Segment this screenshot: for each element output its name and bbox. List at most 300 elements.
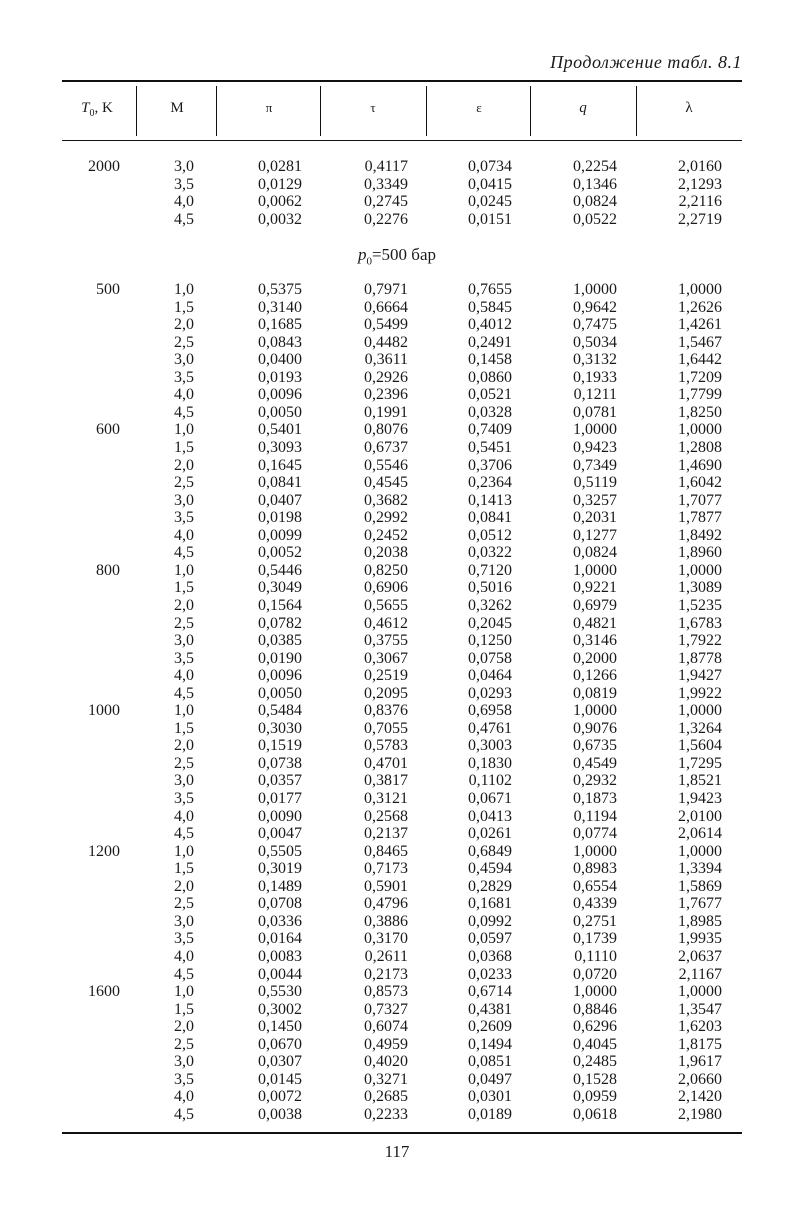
cell-m: 1,0	[174, 842, 194, 860]
cell-pi: 0,0281	[258, 158, 302, 175]
cell-lambda: 1,0000	[678, 561, 722, 579]
cell-tau: 0,2685	[364, 1088, 408, 1106]
cell-q: 0,4549	[573, 754, 617, 772]
cell-q: 0,3146	[573, 632, 617, 649]
cell-lambda: 1,9423	[678, 790, 722, 807]
cell-m: 4,0	[174, 386, 194, 404]
cell-pi: 0,0198	[258, 509, 302, 527]
cell-m: 4,0	[174, 526, 194, 544]
cell-eps: 0,2829	[468, 877, 512, 895]
cell-t0: 600	[96, 421, 120, 439]
cell-q: 0,4821	[573, 614, 617, 632]
cell-lambda: 1,5604	[678, 737, 722, 755]
cell-pi: 0,0708	[258, 895, 302, 913]
cell-tau: 0,5901	[364, 877, 408, 895]
cell-eps: 0,6849	[468, 842, 512, 860]
cell-q: 0,2254	[573, 158, 617, 175]
cell-m: 4,0	[174, 807, 194, 825]
cell-m: 1,0	[174, 421, 194, 439]
cell-m: 4,5	[174, 403, 194, 421]
cell-q: 0,2932	[573, 772, 617, 790]
cell-lambda: 1,7799	[678, 386, 722, 404]
cell-q: 0,4339	[573, 895, 617, 913]
cell-q: 0,0824	[573, 193, 617, 211]
cell-eps: 0,4012	[468, 316, 512, 334]
cell-m: 3,5	[174, 368, 194, 386]
cell-lambda: 2,1420	[678, 1088, 722, 1106]
cell-tau: 0,2568	[364, 807, 408, 825]
cell-lambda: 2,2116	[678, 193, 722, 211]
cell-q: 0,6554	[573, 877, 617, 895]
cell-lambda: 1,4690	[678, 456, 722, 474]
cell-lambda: 2,1167	[678, 965, 722, 983]
cell-tau: 0,4482	[364, 333, 408, 351]
cell-lambda: 1,6042	[678, 474, 722, 492]
cell-lambda: 1,7877	[678, 509, 722, 527]
cell-tau: 0,3682	[364, 491, 408, 509]
cell-pi: 0,0032	[258, 210, 302, 228]
cell-q: 0,7349	[573, 456, 617, 474]
cell-tau: 0,6664	[364, 298, 408, 316]
cell-tau: 0,2276	[364, 210, 408, 228]
cell-tau: 0,3817	[364, 772, 408, 790]
cell-q: 0,1933	[573, 368, 617, 386]
cell-eps: 0,5451	[468, 439, 512, 456]
cell-m: 4,5	[174, 684, 194, 702]
cell-eps: 0,0758	[468, 649, 512, 667]
cell-eps: 0,2609	[468, 1018, 512, 1036]
cell-pi: 0,0083	[258, 947, 302, 965]
cell-m: 2,5	[174, 754, 194, 772]
cell-q: 0,9076	[573, 719, 617, 737]
cell-eps: 0,0301	[468, 1088, 512, 1106]
cell-m: 3,5	[174, 790, 194, 807]
cell-q: 0,1346	[573, 175, 617, 193]
cell-lambda: 1,7295	[678, 754, 722, 772]
cell-tau: 0,2233	[364, 1105, 408, 1123]
cell-pi: 0,0177	[258, 790, 302, 807]
cell-q: 1,0000	[573, 281, 617, 298]
cell-m: 2,0	[174, 596, 194, 614]
cell-lambda: 1,3264	[678, 719, 722, 737]
cell-eps: 0,0322	[468, 544, 512, 562]
cell-tau: 0,3121	[364, 790, 408, 807]
cell-pi: 0,5401	[258, 421, 302, 439]
cell-q: 0,9423	[573, 439, 617, 456]
cell-q: 0,6979	[573, 596, 617, 614]
cell-m: 2,0	[174, 1018, 194, 1036]
cell-eps: 0,1102	[468, 772, 512, 790]
cell-q: 0,0720	[573, 965, 617, 983]
cell-m: 4,0	[174, 667, 194, 685]
cell-tau: 0,2611	[364, 947, 408, 965]
cell-lambda: 1,8492	[678, 526, 722, 544]
cell-q: 0,3257	[573, 491, 617, 509]
cell-pi: 0,0782	[258, 614, 302, 632]
cell-m: 4,0	[174, 1088, 194, 1106]
cell-q: 0,8983	[573, 860, 617, 878]
cell-m: 1,5	[174, 579, 194, 597]
cell-pi: 0,3049	[258, 579, 302, 597]
cell-pi: 0,5530	[258, 983, 302, 1000]
cell-lambda: 1,6442	[678, 351, 722, 369]
cell-tau: 0,7173	[364, 860, 408, 878]
header-tau: τ	[370, 100, 376, 115]
cell-pi: 0,3140	[258, 298, 302, 316]
cell-m: 4,5	[174, 825, 194, 843]
cell-pi: 0,1645	[258, 456, 302, 474]
table-bottom-rule	[62, 1132, 742, 1134]
cell-tau: 0,2137	[364, 825, 408, 843]
cell-pi: 0,0357	[258, 772, 302, 790]
cell-q: 0,0819	[573, 684, 617, 702]
cell-tau: 0,2745	[364, 193, 408, 211]
pressure-value: =500 бар	[371, 245, 437, 264]
cell-tau: 0,6906	[364, 579, 408, 597]
cell-eps: 0,1494	[468, 1035, 512, 1053]
cell-tau: 0,2038	[364, 544, 408, 562]
cell-eps: 0,0293	[468, 684, 512, 702]
cell-pi: 0,0670	[258, 1035, 302, 1053]
cell-eps: 0,3262	[468, 596, 512, 614]
cell-lambda: 1,8778	[678, 649, 722, 667]
cell-tau: 0,1991	[364, 403, 408, 421]
cell-pi: 0,1489	[258, 877, 302, 895]
cell-eps: 0,5845	[468, 298, 512, 316]
cell-lambda: 1,0000	[678, 842, 722, 860]
cell-lambda: 1,2626	[678, 298, 722, 316]
pressure-symbol: p	[357, 245, 367, 264]
cell-lambda: 2,2719	[678, 210, 722, 228]
cell-pi: 0,0062	[258, 193, 302, 211]
cell-lambda: 2,0660	[678, 1070, 722, 1088]
cell-m: 2,5	[174, 474, 194, 492]
cell-tau: 0,4959	[364, 1035, 408, 1053]
cell-m: 1,0	[174, 561, 194, 579]
pressure-subscript: 0	[366, 255, 372, 268]
cell-tau: 0,2519	[364, 667, 408, 685]
cell-pi: 0,0307	[258, 1053, 302, 1071]
cell-tau: 0,8573	[364, 983, 408, 1000]
cell-pi: 0,0129	[258, 175, 302, 193]
cell-eps: 0,4594	[468, 860, 512, 878]
cell-pi: 0,1685	[258, 316, 302, 334]
cell-tau: 0,3611	[364, 351, 408, 369]
cell-lambda: 1,8175	[678, 1035, 722, 1053]
cell-m: 1,5	[174, 439, 194, 456]
cell-pi: 0,0038	[258, 1105, 302, 1123]
cell-eps: 0,1681	[468, 895, 512, 913]
cell-q: 1,0000	[573, 842, 617, 860]
cell-m: 3,5	[174, 649, 194, 667]
cell-m: 4,5	[174, 544, 194, 562]
cell-eps: 0,7120	[468, 561, 512, 579]
table-continuation-caption: Продолжение табл. 8.1	[550, 52, 742, 72]
cell-eps: 0,0464	[468, 667, 512, 685]
cell-m: 2,5	[174, 614, 194, 632]
cell-tau: 0,4796	[364, 895, 408, 913]
cell-pi: 0,0099	[258, 526, 302, 544]
cell-lambda: 1,6203	[678, 1018, 722, 1036]
cell-lambda: 1,8985	[678, 912, 722, 930]
cell-m: 2,5	[174, 895, 194, 913]
cell-q: 0,0959	[573, 1088, 617, 1106]
cell-q: 0,6735	[573, 737, 617, 755]
cell-tau: 0,4117	[364, 158, 408, 175]
cell-tau: 0,7971	[364, 281, 408, 298]
cell-eps: 0,0413	[468, 807, 512, 825]
cell-q: 0,9642	[573, 298, 617, 316]
cell-tau: 0,3271	[364, 1070, 408, 1088]
cell-tau: 0,2452	[364, 526, 408, 544]
cell-pi: 0,0096	[258, 386, 302, 404]
cell-eps: 0,6714	[468, 983, 512, 1000]
cell-pi: 0,3002	[258, 1000, 302, 1018]
cell-pi: 0,1519	[258, 737, 302, 755]
cell-q: 0,7475	[573, 316, 617, 334]
cell-q: 1,0000	[573, 561, 617, 579]
cell-q: 0,2485	[573, 1053, 617, 1071]
cell-lambda: 2,0637	[678, 947, 722, 965]
cell-eps: 0,0261	[468, 825, 512, 843]
cell-pi: 0,3030	[258, 719, 302, 737]
header-eps: ε	[476, 100, 482, 115]
cell-lambda: 1,0000	[678, 983, 722, 1000]
cell-lambda: 1,3394	[678, 860, 722, 878]
cell-pi: 0,0050	[258, 684, 302, 702]
cell-eps: 0,2364	[468, 474, 512, 492]
cell-eps: 0,0151	[468, 210, 512, 228]
cell-q: 0,6296	[573, 1018, 617, 1036]
cell-eps: 0,0368	[468, 947, 512, 965]
cell-lambda: 1,7922	[678, 632, 722, 649]
cell-m: 3,0	[174, 772, 194, 790]
cell-lambda: 1,9617	[678, 1053, 722, 1071]
header-m: M	[170, 100, 184, 116]
cell-pi: 0,5484	[258, 702, 302, 720]
cell-tau: 0,5655	[364, 596, 408, 614]
cell-pi: 0,5446	[258, 561, 302, 579]
cell-pi: 0,0400	[258, 351, 302, 369]
cell-m: 2,0	[174, 456, 194, 474]
cell-pi: 0,0164	[258, 930, 302, 948]
cell-m: 1,0	[174, 702, 194, 720]
cell-q: 0,0781	[573, 403, 617, 421]
cell-q: 0,1110	[574, 947, 617, 965]
cell-eps: 0,0992	[468, 912, 512, 930]
cell-m: 3,5	[174, 175, 194, 193]
cell-tau: 0,5499	[364, 316, 408, 334]
page-number: 117	[384, 1142, 410, 1161]
cell-q: 0,4045	[573, 1035, 617, 1053]
cell-tau: 0,4545	[364, 474, 408, 492]
cell-eps: 0,0851	[468, 1053, 512, 1071]
cell-pi: 0,0841	[258, 474, 302, 492]
cell-pi: 0,0193	[258, 368, 302, 386]
cell-eps: 0,1413	[468, 491, 512, 509]
cell-t0: 500	[96, 281, 120, 298]
cell-eps: 0,1830	[468, 754, 512, 772]
cell-eps: 0,5016	[468, 579, 512, 597]
cell-tau: 0,7055	[364, 719, 408, 737]
cell-pi: 0,0407	[258, 491, 302, 509]
cell-eps: 0,2045	[468, 614, 512, 632]
cell-t0: 2000	[88, 158, 120, 175]
cell-tau: 0,3886	[364, 912, 408, 930]
cell-m: 3,5	[174, 1070, 194, 1088]
cell-pi: 0,0072	[258, 1088, 302, 1106]
cell-tau: 0,3755	[364, 632, 408, 649]
cell-lambda: 1,4261	[678, 316, 722, 334]
cell-eps: 0,0415	[468, 175, 512, 193]
cell-lambda: 1,0000	[678, 281, 722, 298]
cell-pi: 0,0090	[258, 807, 302, 825]
cell-eps: 0,0245	[468, 193, 512, 211]
cell-eps: 0,0189	[468, 1105, 512, 1123]
cell-pi: 0,0190	[258, 649, 302, 667]
cell-eps: 0,0597	[468, 930, 512, 948]
cell-eps: 0,0734	[468, 158, 512, 175]
cell-eps: 0,0328	[468, 403, 512, 421]
cell-pi: 0,0052	[258, 544, 302, 562]
cell-q: 0,1194	[573, 807, 617, 825]
header-t0-subscript: 0	[89, 108, 95, 119]
cell-tau: 0,3170	[364, 930, 408, 948]
cell-q: 0,1739	[573, 930, 617, 948]
cell-m: 1,5	[174, 1000, 194, 1018]
cell-lambda: 1,8250	[678, 403, 722, 421]
cell-lambda: 1,5235	[678, 596, 722, 614]
cell-tau: 0,4701	[364, 754, 408, 772]
cell-m: 1,5	[174, 719, 194, 737]
cell-m: 4,5	[174, 210, 194, 228]
cell-q: 0,5034	[573, 333, 617, 351]
cell-lambda: 1,7677	[678, 895, 722, 913]
cell-lambda: 1,6783	[678, 614, 722, 632]
cell-q: 0,2000	[573, 649, 617, 667]
cell-eps: 0,0512	[468, 526, 512, 544]
cell-pi: 0,0336	[258, 912, 302, 930]
cell-tau: 0,6737	[364, 439, 408, 456]
cell-lambda: 1,3547	[678, 1000, 722, 1018]
cell-tau: 0,7327	[364, 1000, 408, 1018]
cell-eps: 0,4761	[468, 719, 512, 737]
cell-m: 4,0	[174, 947, 194, 965]
header-lambda: λ	[685, 100, 693, 116]
cell-eps: 0,0497	[468, 1070, 512, 1088]
cell-eps: 0,4381	[468, 1000, 512, 1018]
cell-lambda: 1,9935	[678, 930, 722, 948]
cell-m: 3,0	[174, 912, 194, 930]
cell-lambda: 1,5869	[678, 877, 722, 895]
cell-q: 1,0000	[573, 702, 617, 720]
cell-q: 0,0774	[573, 825, 617, 843]
cell-m: 1,5	[174, 860, 194, 878]
cell-eps: 0,2491	[468, 333, 512, 351]
cell-m: 2,0	[174, 877, 194, 895]
cell-q: 0,1528	[573, 1070, 617, 1088]
cell-eps: 0,0521	[468, 386, 512, 404]
cell-tau: 0,8376	[364, 702, 408, 720]
cell-tau: 0,3067	[364, 649, 408, 667]
cell-pi: 0,0096	[258, 667, 302, 685]
cell-q: 0,1277	[573, 526, 617, 544]
cell-lambda: 2,0160	[678, 158, 722, 175]
cell-m: 3,0	[174, 632, 194, 649]
cell-eps: 0,0233	[468, 965, 512, 983]
cell-pi: 0,3093	[258, 439, 302, 456]
cell-tau: 0,5783	[364, 737, 408, 755]
cell-eps: 0,3003	[468, 737, 512, 755]
cell-eps: 0,1250	[468, 632, 512, 649]
cell-q: 0,1266	[573, 667, 617, 685]
cell-lambda: 1,7209	[678, 368, 722, 386]
cell-tau: 0,2926	[364, 368, 408, 386]
cell-m: 3,0	[174, 351, 194, 369]
cell-eps: 0,0860	[468, 368, 512, 386]
cell-tau: 0,2396	[364, 386, 408, 404]
cell-t0: 1600	[88, 983, 120, 1000]
cell-lambda: 2,1293	[678, 175, 722, 193]
cell-m: 2,0	[174, 316, 194, 334]
cell-lambda: 2,0614	[678, 825, 722, 843]
cell-m: 1,0	[174, 281, 194, 298]
header-t0-unit: , K	[94, 100, 113, 116]
cell-lambda: 2,1980	[678, 1105, 722, 1123]
cell-lambda: 1,2808	[678, 439, 722, 456]
cell-tau: 0,8250	[364, 561, 408, 579]
cell-tau: 0,2992	[364, 509, 408, 527]
cell-q: 0,8846	[573, 1000, 617, 1018]
cell-q: 0,1211	[573, 386, 617, 404]
cell-tau: 0,8076	[364, 421, 408, 439]
cell-pi: 0,1564	[258, 596, 302, 614]
cell-m: 2,5	[174, 333, 194, 351]
cell-eps: 0,7409	[468, 421, 512, 439]
cell-m: 4,5	[174, 1105, 194, 1123]
cell-q: 0,1873	[573, 790, 617, 807]
cell-tau: 0,3349	[364, 175, 408, 193]
cell-m: 3,5	[174, 509, 194, 527]
cell-eps: 0,0841	[468, 509, 512, 527]
cell-tau: 0,8465	[364, 842, 408, 860]
cell-lambda: 1,0000	[678, 421, 722, 439]
cell-pi: 0,5375	[258, 281, 302, 298]
cell-tau: 0,2173	[364, 965, 408, 983]
cell-pi: 0,0044	[258, 965, 302, 983]
cell-pi: 0,1450	[258, 1018, 302, 1036]
cell-pi: 0,0843	[258, 333, 302, 351]
cell-m: 1,0	[174, 983, 194, 1000]
cell-tau: 0,5546	[364, 456, 408, 474]
cell-pi: 0,5505	[258, 842, 302, 860]
cell-tau: 0,6074	[364, 1018, 408, 1036]
header-t0-symbol: T	[81, 100, 90, 116]
cell-eps: 0,6958	[468, 702, 512, 720]
cell-q: 0,5119	[573, 474, 617, 492]
cell-m: 3,0	[174, 1053, 194, 1071]
cell-t0: 1000	[88, 702, 120, 720]
cell-q: 1,0000	[573, 421, 617, 439]
cell-tau: 0,4612	[364, 614, 408, 632]
cell-lambda: 1,5467	[678, 333, 722, 351]
cell-m: 2,0	[174, 737, 194, 755]
cell-q: 0,3132	[573, 351, 617, 369]
cell-pi: 0,0385	[258, 632, 302, 649]
cell-pi: 0,0047	[258, 825, 302, 843]
cell-q: 1,0000	[573, 983, 617, 1000]
cell-lambda: 1,8521	[678, 772, 722, 790]
